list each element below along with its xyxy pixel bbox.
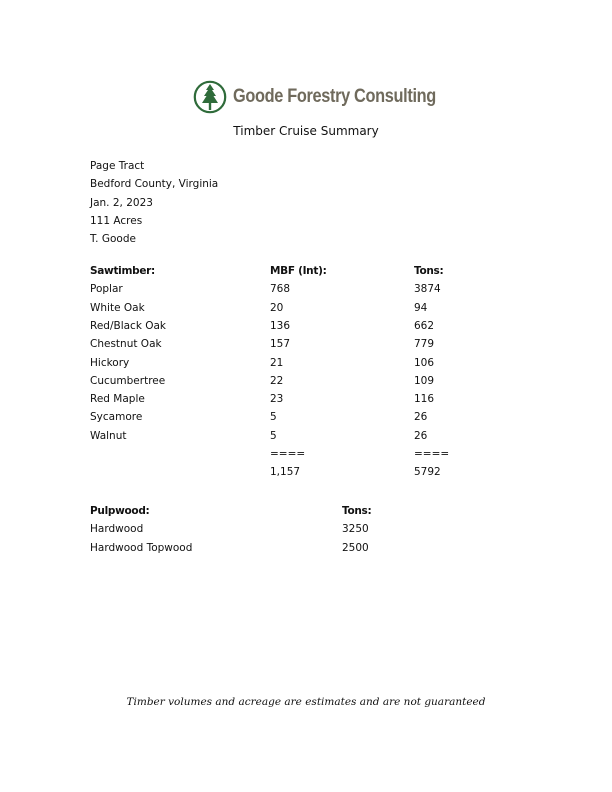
sawtimber-tons: 109 xyxy=(414,374,435,387)
document-title: Timber Cruise Summary xyxy=(233,124,379,138)
pulpwood-product: Hardwood Topwood xyxy=(90,541,193,554)
sawtimber-tons: 3874 xyxy=(414,283,441,296)
tract-info-line: Jan. 2, 2023 xyxy=(90,196,153,209)
sawtimber-mbf: 768 xyxy=(270,283,291,296)
sawtimber-header-tons: Tons: xyxy=(414,265,444,277)
pulpwood-product: Hardwood xyxy=(90,523,144,536)
pulpwood-header-product: Pulpwood: xyxy=(90,505,150,517)
tract-info-line: Page Tract xyxy=(90,160,145,172)
sawtimber-tons: 116 xyxy=(414,393,435,406)
pulpwood-tons: 3250 xyxy=(342,523,369,536)
tons-separator: ==== xyxy=(414,448,450,460)
tract-info-line: Bedford County, Virginia xyxy=(90,178,219,191)
sawtimber-tons: 662 xyxy=(414,319,435,332)
sawtimber-mbf: 20 xyxy=(270,301,284,314)
sawtimber-species: Poplar xyxy=(90,283,123,296)
company-logo xyxy=(193,79,469,115)
sawtimber-species: Red/Black Oak xyxy=(90,319,167,332)
disclaimer-footer: Timber volumes and acreage are estimates and are not guaranteed xyxy=(126,696,486,708)
sawtimber-mbf: 22 xyxy=(270,374,284,387)
sawtimber-species: Cucumbertree xyxy=(90,374,166,387)
sawtimber-species: Red Maple xyxy=(90,393,145,406)
total-tons: 5792 xyxy=(414,466,441,479)
sawtimber-header-mbf: MBF (Int): xyxy=(270,265,327,277)
sawtimber-tons: 26 xyxy=(414,429,428,442)
sawtimber-species: Hickory xyxy=(90,356,130,369)
sawtimber-mbf: 21 xyxy=(270,356,284,369)
sawtimber-tons: 94 xyxy=(414,301,428,314)
total-mbf: 1,157 xyxy=(270,466,301,479)
pulpwood-tons: 2500 xyxy=(342,541,369,554)
sawtimber-tons: 106 xyxy=(414,356,435,369)
sawtimber-species: White Oak xyxy=(90,301,145,314)
tract-info-line: 111 Acres xyxy=(90,214,143,227)
sawtimber-header-species: Sawtimber: xyxy=(90,265,155,277)
sawtimber-species: Walnut xyxy=(90,429,127,442)
sawtimber-mbf: 23 xyxy=(270,393,284,406)
company-name: Goode Forestry Consulting xyxy=(233,86,436,107)
tract-info-line: T. Goode xyxy=(90,233,136,246)
sawtimber-mbf: 157 xyxy=(270,338,291,351)
sawtimber-mbf: 136 xyxy=(270,319,291,332)
sawtimber-tons: 779 xyxy=(414,338,435,351)
sawtimber-tons: 26 xyxy=(414,411,428,424)
sawtimber-species: Sycamore xyxy=(90,411,143,424)
mbf-separator: ==== xyxy=(270,448,306,460)
pine-tree-circle-icon xyxy=(193,80,227,114)
sawtimber-species: Chestnut Oak xyxy=(90,338,162,351)
sawtimber-mbf: 5 xyxy=(270,411,277,424)
pulpwood-header-tons: Tons: xyxy=(342,505,372,517)
sawtimber-mbf: 5 xyxy=(270,429,277,442)
